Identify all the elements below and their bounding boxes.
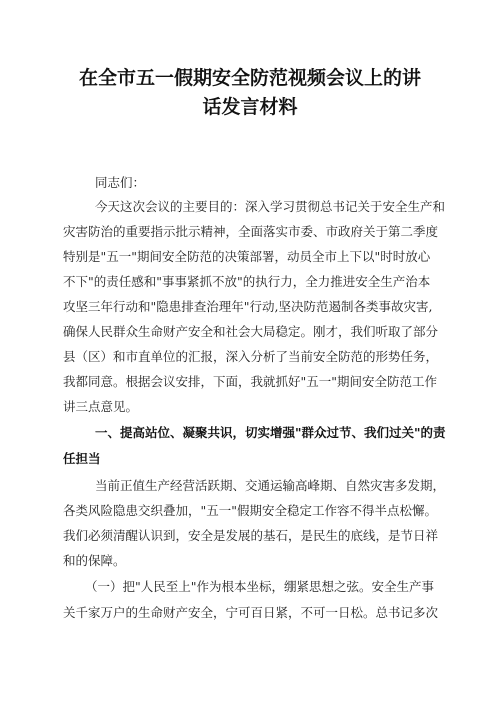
salutation: 同志们： [95,175,146,190]
section-heading-1: 一、提高站位、凝聚共识，切实增强"群众过节、我们过关"的责 [95,425,446,440]
paragraph-2-line: 我们必须清醒认识到，安全是发展的基石，是民生的底线，是节日祥 [63,528,439,543]
paragraph-2-line: 当前正值生产经营活跃期、交通运输高峰期、自然灾害多发期， [95,478,446,493]
document-title-line-2: 话发言材料 [202,96,298,118]
paragraph-1-line: 攻坚三年行动和"隐患排查治理年"行动,坚决防范遏制各类事故灾害, [63,299,433,314]
paragraph-2-line: 和的保障。 [63,553,126,568]
paragraph-1-line: 今天这次会议的主要目的：深入学习贯彻总书记关于安全生产和 [95,199,446,214]
paragraph-1-line: 县（区）和市直单位的汇报，深入分析了当前安全防范的形势任务， [63,349,439,364]
paragraph-1-line: 确保人民群众生命财产安全和社会大局稳定。刚才，我们听取了部分 [63,324,439,339]
document-title-line-1: 在全市五一假期安全防范视频会议上的讲 [78,67,421,89]
paragraph-3-line: 关千家万户的生命财产安全，宁可百日紧，不可一日松。总书记多次 [63,605,439,620]
paragraph-1-line: 不下"的责任感和"事事紧抓不放"的执行力，全力推进安全生产治本 [63,274,431,289]
paragraph-3-line: （一）把"人民至上"作为根本坐标，绷紧思想之弦。安全生产事 [85,579,435,594]
paragraph-1-line: 特别是"五一"期间安全防范的决策部署，动员全市上下以"时时放心 [63,249,431,264]
paragraph-1-line: 灾害防治的重要指示批示精神，全面落实市委、市政府关于第二季度 [63,224,439,239]
paragraph-2-line: 各类风险隐患交织叠加，"五一"假期安全稳定工作容不得半点松懈。 [63,503,438,518]
paragraph-1-line: 我都同意。根据会议安排，下面，我就抓好"五一"期间安全防范工作 [63,374,438,389]
section-heading-1: 任担当 [63,451,101,466]
paragraph-1-line: 讲三点意见。 [63,399,139,414]
